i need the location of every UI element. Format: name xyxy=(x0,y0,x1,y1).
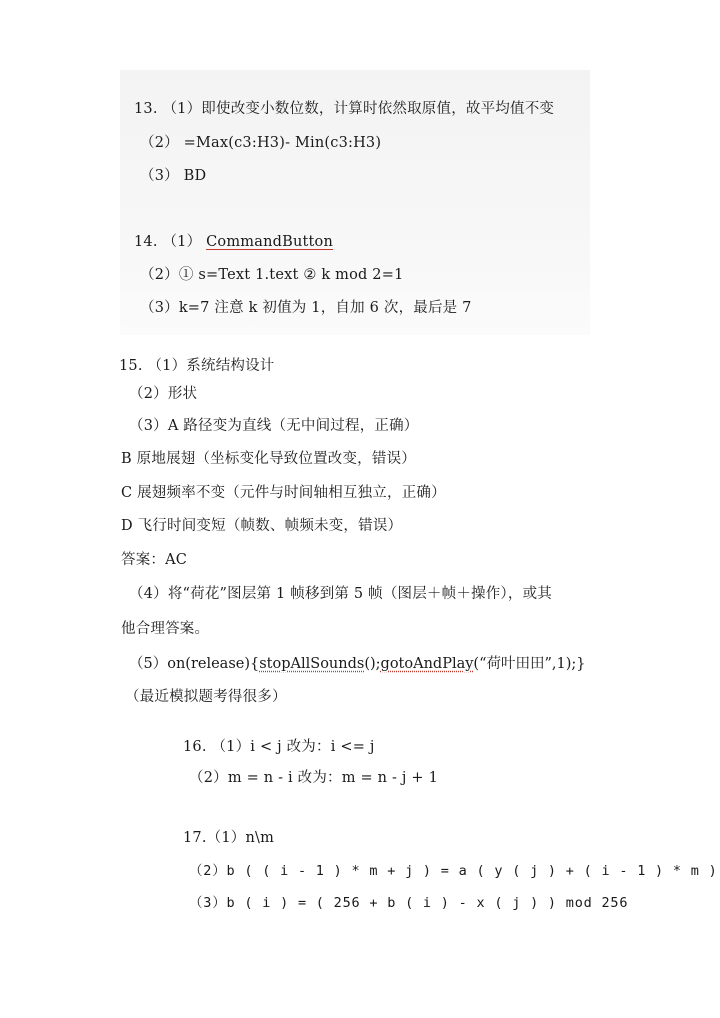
q15-line1: 15. （1）系统结构设计 xyxy=(119,358,275,374)
q15-line7: 答案：AC xyxy=(121,552,188,568)
q13-line2: （2） =Max(c3:H3)- Min(c3:H3) xyxy=(140,135,382,151)
q15-code-gotoandplay: gotoAndPlay xyxy=(380,656,474,672)
q15-code-args: (“荷叶田田”,1);} xyxy=(473,656,586,672)
q13-line1: 13. （1）即使改变小数位数，计算时依然取原值，故平均值不变 xyxy=(134,101,555,117)
q15-line5: C 展翅频率不变（元件与时间轴相互独立，正确） xyxy=(121,485,446,501)
q15-line9: 他合理答案。 xyxy=(121,621,210,637)
q15-line2: （2）形状 xyxy=(129,386,198,402)
q15-line10 xyxy=(129,654,586,674)
q14-term-commandbutton: CommandButton xyxy=(206,234,334,250)
q17-line2: （2）b ( ( i - 1 ) * m + j ) = a ( y ( j ) + ( i - 1 ) * m ) xyxy=(189,863,718,879)
q15-code-semicolon: (); xyxy=(364,656,381,672)
q14-line1 xyxy=(134,232,333,252)
q17-line1: 17.（1）n\m xyxy=(183,830,275,846)
q13-line3: （3） BD xyxy=(140,168,207,184)
q16-line1: 16. （1）i < j 改为：i <= j xyxy=(183,739,375,755)
q15-line3: （3）A 路径变为直线（无中间过程，正确） xyxy=(129,418,419,434)
q15-line4: B 原地展翅（坐标变化导致位置改变，错误） xyxy=(121,451,416,467)
q15-line6: D 飞行时间变短（帧数、帧频未变，错误） xyxy=(121,518,403,534)
q16-line2: （2）m = n - i 改为：m = n - j + 1 xyxy=(189,770,439,786)
q14-line3: （3）k=7 注意 k 初值为 1，自加 6 次，最后是 7 xyxy=(140,300,472,316)
q15-code-stopallsounds: stopAllSounds xyxy=(259,656,365,672)
q14-line2: （2）① s=Text 1.text ② k mod 2=1 xyxy=(140,267,404,283)
q17-line3: （3）b ( i ) = ( 256 + b ( i ) - x ( j ) ) mod 256 xyxy=(189,895,629,911)
q14-line1-prefix: 14. （1） xyxy=(134,234,207,250)
q15-line8: （4）将“荷花”图层第 1 帧移到第 5 帧（图层＋帧＋操作），或其 xyxy=(129,586,552,602)
q15-line11: （最近模拟题考得很多） xyxy=(125,689,287,705)
q15-code-prefix: （5）on(release){ xyxy=(129,656,260,672)
